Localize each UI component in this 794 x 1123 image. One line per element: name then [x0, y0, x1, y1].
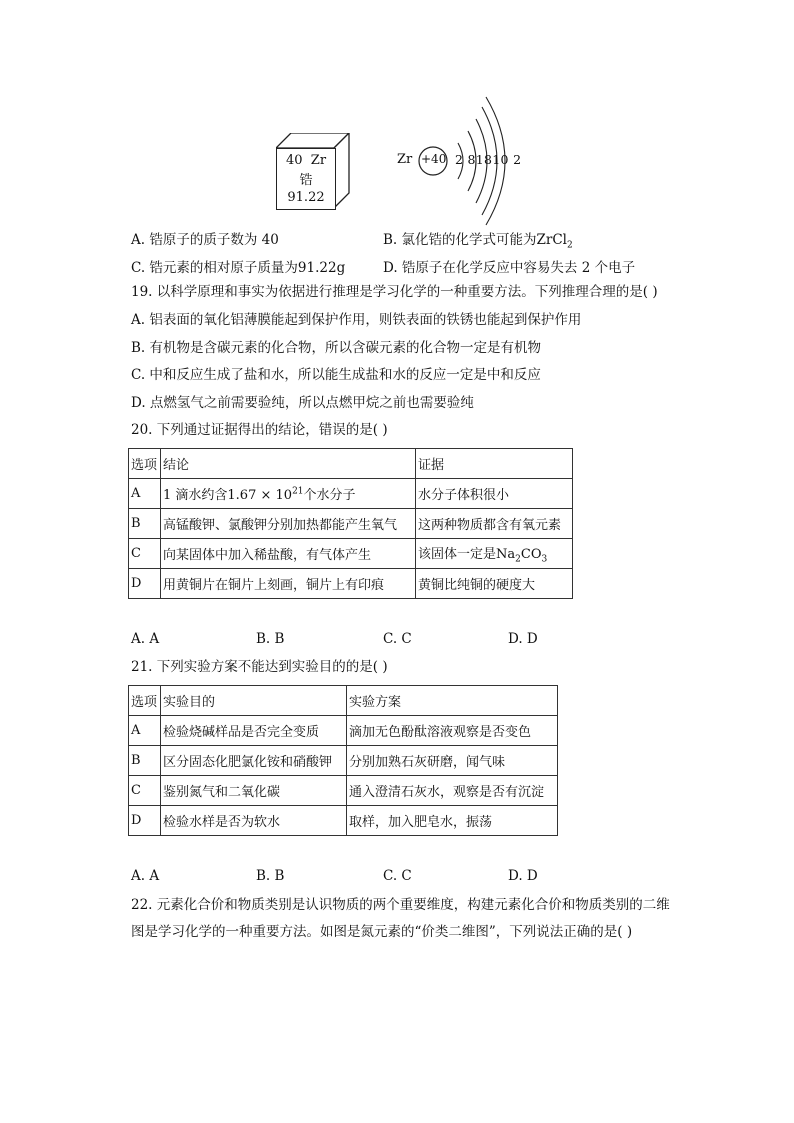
table-cell: 该固体一定是$Na_2CO_3$ [416, 539, 573, 569]
table-row [129, 746, 558, 776]
table-header: 选项 [129, 686, 161, 716]
table-cell: 鉴别氮气和二氧化碳 [161, 776, 347, 806]
table-cell: 用黄铜片在铜片上刻画，铜片上有印痕 [161, 569, 416, 599]
table-row [129, 479, 573, 509]
q21-stem: 21. 下列实验方案不能达到实验目的的是( ) [131, 659, 388, 675]
table-cell: 1 滴水约含$1.67 \times 10^{21}$个水分子 [161, 479, 416, 509]
q18-option-c: C. 锆元素的相对原子质量为91.22g [131, 260, 346, 276]
table-cell: 水分子体积很小 [416, 479, 573, 509]
q21-answer-b: B. B [256, 868, 285, 884]
q21-answer-d: D. D [508, 868, 538, 884]
table-header: 证据 [416, 449, 573, 479]
q20-answer-c: C. C [383, 631, 412, 647]
table-cell: 区分固态化肥氯化铵和硝酸钾 [161, 746, 347, 776]
table-cell: A [129, 716, 161, 746]
table-row [129, 539, 573, 569]
q20-stem: 20. 下列通过证据得出的结论，错误的是( ) [131, 422, 388, 438]
atomic-mass: 91.22 [287, 190, 325, 205]
table-cell: 这两种物质都含有氧元素 [416, 509, 573, 539]
q21-table [128, 685, 558, 836]
table-cell: C [129, 776, 161, 806]
table-header: 实验方案 [347, 686, 558, 716]
q22-stem-line-1: 22. 元素化合价和物质类别是认识物质的两个重要维度，构建元素化合价和物质类别的二维 [131, 897, 670, 913]
table-cell: 分别加熟石灰研磨，闻气味 [347, 746, 558, 776]
table-row [129, 806, 558, 836]
table-header-row [129, 686, 558, 716]
table-header: 选项 [129, 449, 161, 479]
table-row [129, 569, 573, 599]
table-cell: D [129, 569, 161, 599]
table-header: 结论 [161, 449, 416, 479]
table-cell: 检验水样是否为软水 [161, 806, 347, 836]
q18-option-b: B. 氯化锆的化学式可能为ZrCl$_2$ [383, 232, 573, 251]
element-name: 锆 [299, 173, 313, 188]
table-cell: 检验烧碱样品是否完全变质 [161, 716, 347, 746]
table-cell: A [129, 479, 161, 509]
table-cell: B [129, 509, 161, 539]
q19-option-d: D. 点燃氢气之前需要验纯，所以点燃甲烷之前也需要验纯 [131, 395, 474, 411]
element-cell-front [276, 148, 336, 210]
table-cell: C [129, 539, 161, 569]
q20-answer-a: A. A [131, 631, 160, 647]
q20-answer-b: B. B [256, 631, 285, 647]
table-cell: 滴加无色酚酞溶液观察是否变色 [347, 716, 558, 746]
q18-option-d: D. 锆原子在化学反应中容易失去 2 个电子 [383, 260, 636, 276]
q19-option-b: B. 有机物是含碳元素的化合物，所以含碳元素的化合物一定是有机物 [131, 340, 542, 356]
table-cell: 黄铜比纯铜的硬度大 [416, 569, 573, 599]
q20-table [128, 448, 573, 599]
shell-electron-counts: 2 81810 2 [455, 152, 522, 167]
atomic-number: 40 [285, 153, 303, 168]
q19-option-c: C. 中和反应生成了盐和水，所以能生成盐和水的反应一定是中和反应 [131, 367, 541, 383]
element-symbol: Zr [310, 153, 327, 168]
atom-symbol: Zr [397, 152, 413, 167]
table-cell: 取样，加入肥皂水，振荡 [347, 806, 558, 836]
table-cell: 通入澄清石灰水，观察是否有沉淀 [347, 776, 558, 806]
table-cell: D [129, 806, 161, 836]
table-row [129, 509, 573, 539]
q21-answer-c: C. C [383, 868, 412, 884]
table-header-row [129, 449, 573, 479]
q20-answer-d: D. D [508, 631, 538, 647]
q19-stem: 19. 以科学原理和事实为依据进行推理是学习化学的一种重要方法。下列推理合理的是( ) [131, 284, 658, 300]
table-cell: 高锰酸钾、氯酸钾分别加热都能产生氧气 [161, 509, 416, 539]
table-row [129, 776, 558, 806]
q19-option-a: A. 铝表面的氧化铝薄膜能起到保护作用，则铁表面的铁锈也能起到保护作用 [131, 312, 582, 328]
nucleus-charge: +40 [421, 152, 447, 166]
table-row [129, 716, 558, 746]
table-header: 实验目的 [161, 686, 347, 716]
q22-stem-line-2: 图是学习化学的一种重要方法。如图是氮元素的“价类二维图”，下列说法正确的是( ) [131, 924, 633, 940]
table-cell: 向某固体中加入稀盐酸，有气体产生 [161, 539, 416, 569]
q18-option-a: A. 锆原子的质子数为 40 [131, 232, 279, 248]
q21-answer-a: A. A [131, 868, 160, 884]
table-cell: B [129, 746, 161, 776]
